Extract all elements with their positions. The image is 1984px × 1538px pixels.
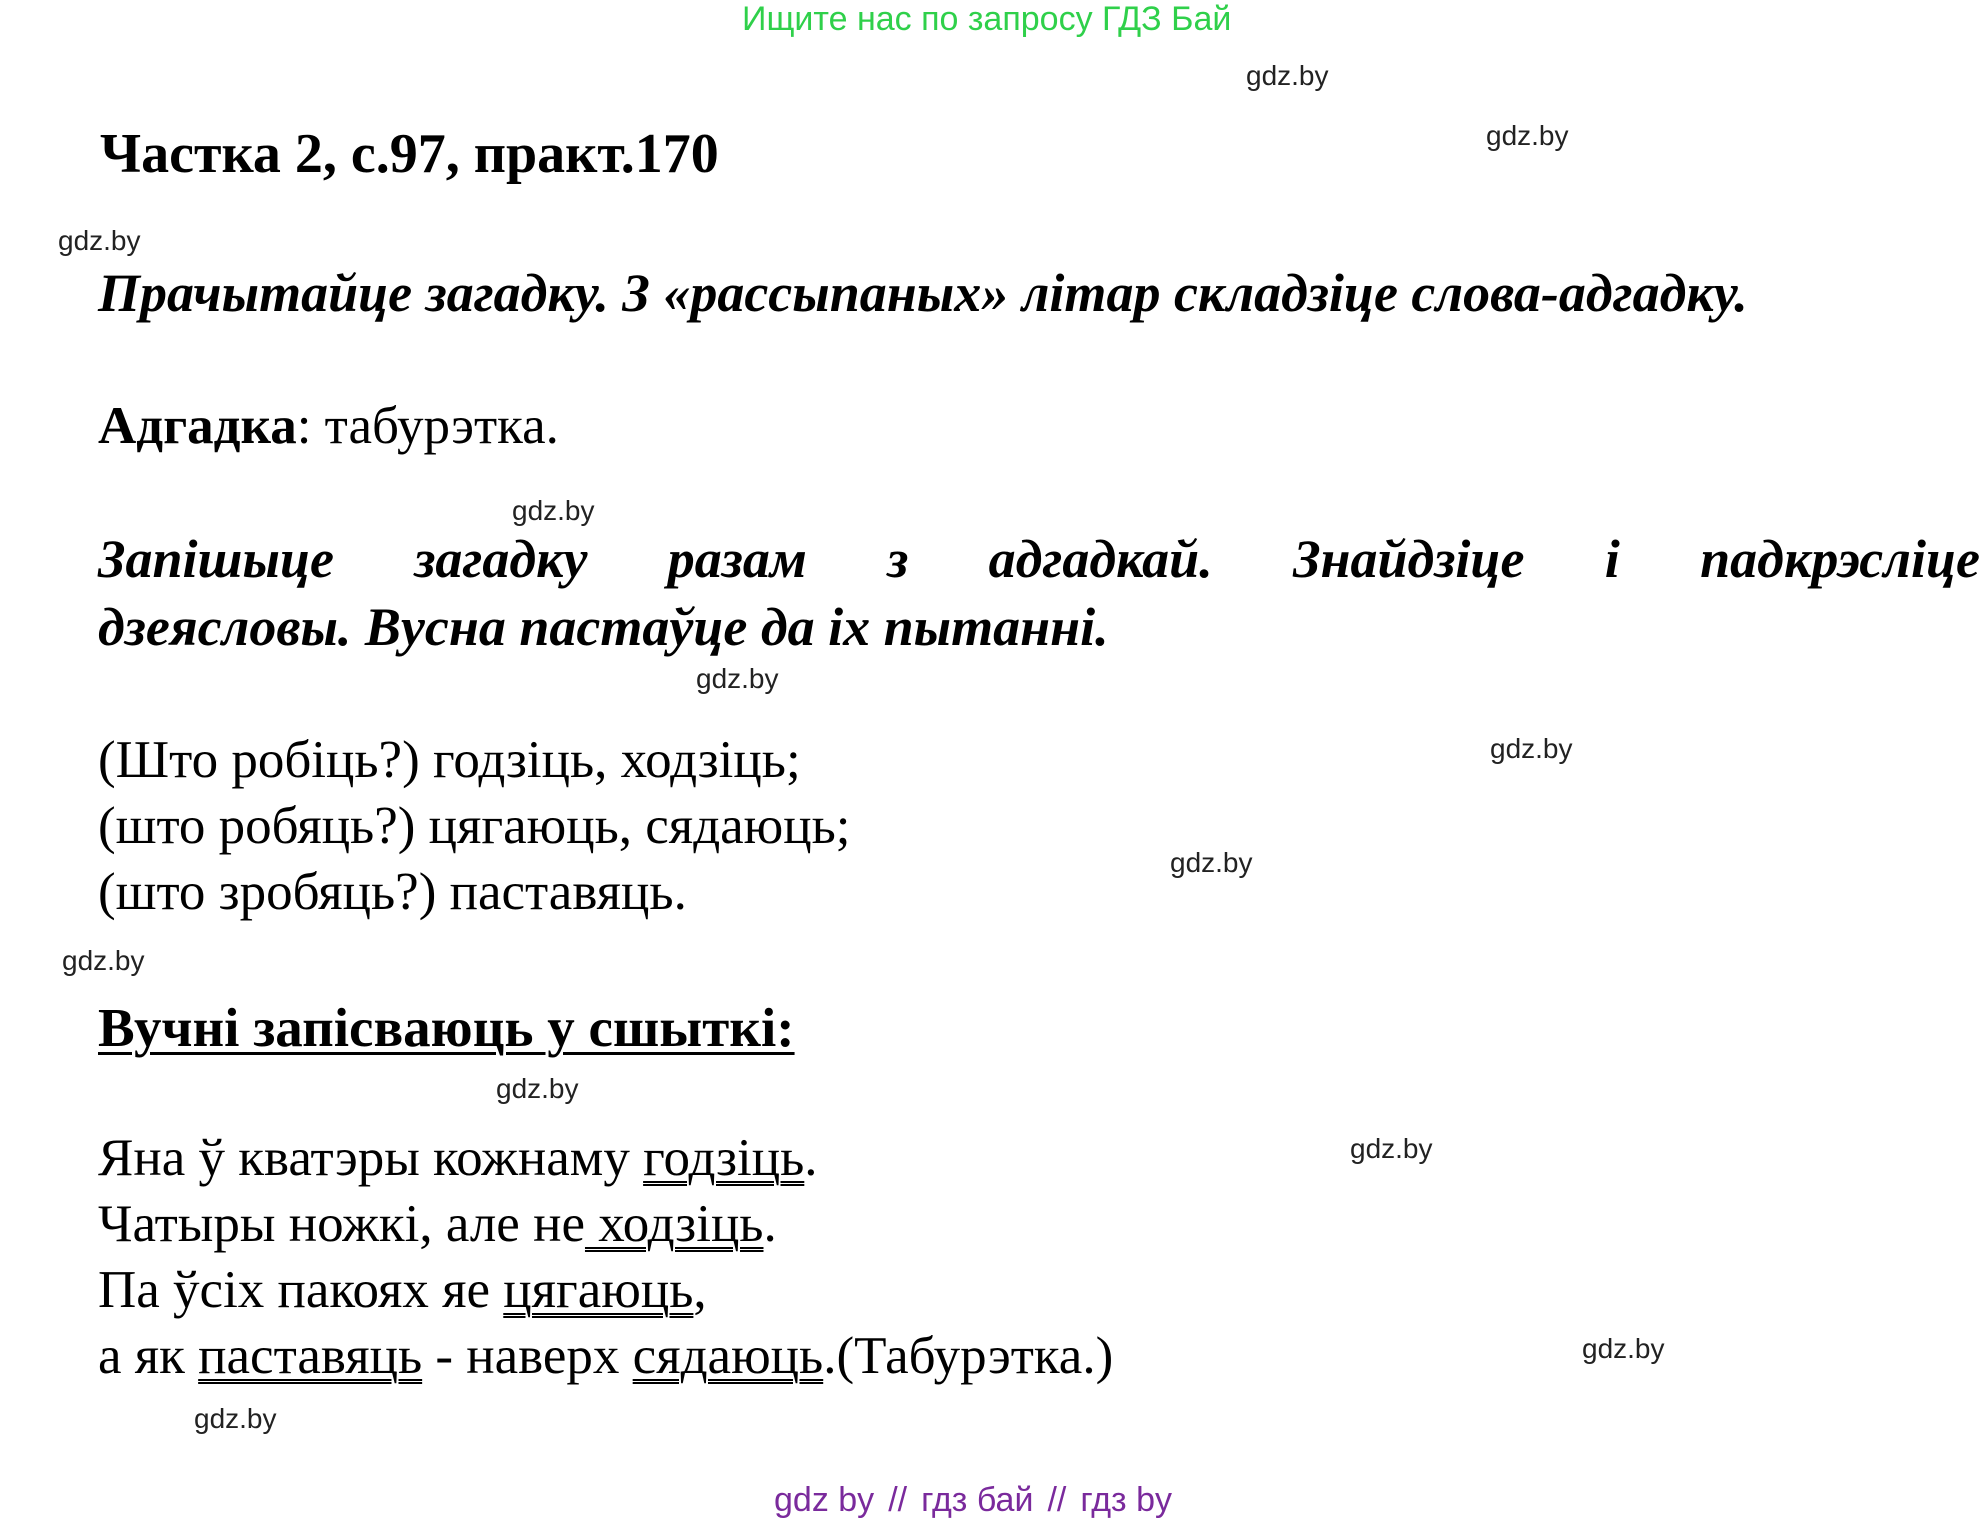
watermark: gdz.by	[194, 1403, 277, 1434]
watermark: gdz.by	[496, 1073, 579, 1104]
answer-label: Адгадка	[98, 397, 297, 455]
footer-link[interactable]: гдз by	[1080, 1481, 1173, 1519]
question-line: (што робяць?) цягаюць, сядаюць;	[98, 797, 851, 855]
riddle-text: Яна ў кватэры кожнаму	[98, 1129, 644, 1187]
riddle-line-3	[98, 1260, 707, 1320]
page-title: Частка 2, с.97, практ.170	[100, 123, 719, 185]
verb-underlined: паставяць	[198, 1327, 423, 1385]
search-banner: Ищите нас по запросу ГДЗ Бай	[742, 0, 1232, 38]
watermark: gdz.by	[512, 495, 595, 526]
footer-separator: //	[1047, 1481, 1067, 1519]
riddle-line-2	[98, 1194, 777, 1254]
verb-underlined: сядаюць	[632, 1327, 824, 1385]
task-instruction-1: Прачытайце загадку. З «рассыпаных» літар складзіце слова-адгадку.	[98, 263, 1748, 323]
watermark: gdz.by	[1246, 60, 1329, 91]
watermark: gdz.by	[62, 945, 145, 976]
footer-separator: //	[888, 1481, 908, 1519]
watermark: gdz.by	[1582, 1333, 1665, 1364]
task-instruction-2-line-1: Запішыце загадку разам з адгадкай. Знайдзіце і падкрэсліце	[98, 529, 1980, 589]
riddle-text: Чатыры ножкі, але не	[98, 1195, 585, 1253]
footer-link[interactable]: гдз бай	[921, 1481, 1034, 1519]
question-line: (што зробяць?) паставяць.	[98, 863, 687, 921]
riddle-text: ,	[693, 1261, 707, 1319]
riddle-line-1	[98, 1128, 818, 1188]
verb-underlined: ходзіць	[584, 1195, 764, 1253]
watermark: gdz.by	[58, 225, 141, 256]
riddle-text: а як	[98, 1327, 199, 1385]
watermark: gdz.by	[1350, 1133, 1433, 1164]
riddle-line-4	[98, 1326, 1113, 1386]
riddle-text: .(Табурэтка.)	[823, 1327, 1114, 1385]
riddle-text: .	[804, 1129, 818, 1187]
watermark: gdz.by	[1170, 847, 1253, 878]
watermark: gdz.by	[1490, 733, 1573, 764]
footer-links	[774, 1481, 1172, 1520]
riddle-text: - наверх	[422, 1327, 633, 1385]
riddle-text: .	[763, 1195, 777, 1253]
watermark: gdz.by	[696, 663, 779, 694]
riddle-text: Па ўсіх пакоях яе	[98, 1261, 504, 1319]
footer-link[interactable]: gdz by	[774, 1481, 875, 1519]
answer-line	[98, 396, 559, 456]
watermark: gdz.by	[1486, 120, 1569, 151]
verb-underlined: цягаюць	[503, 1261, 694, 1319]
task-instruction-2-line-2: дзеясловы. Вусна пастаўце да іх пытанні.	[98, 597, 1109, 657]
notebook-heading: Вучні запісваюць у сшыткі:	[98, 997, 795, 1058]
answer-text: : табурэтка.	[296, 397, 559, 455]
verb-underlined: годзіць	[643, 1129, 805, 1187]
question-line: (Што робіць?) годзіць, ходзіць;	[98, 731, 801, 789]
